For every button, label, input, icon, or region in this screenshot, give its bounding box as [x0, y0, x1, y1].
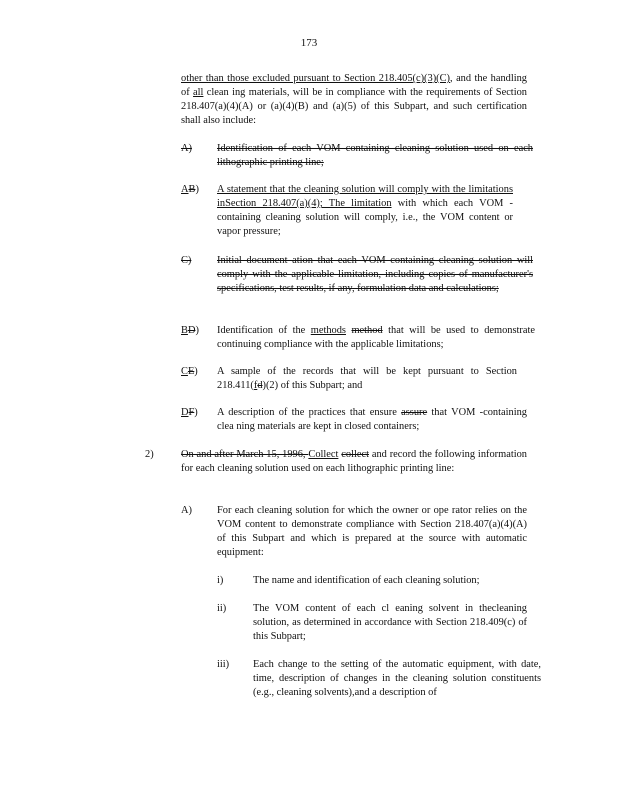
item-ce-label-deleted: E — [187, 366, 195, 377]
item-df-t1: A description of the practices that ensure — [217, 407, 402, 418]
item-ab-inserted: A statement that the cleaning solution will comply with the limitations inSection 218.407(a)(4); The limitation — [217, 184, 513, 209]
roman-ii-text: The VOM content of each cl eaning solvent in thecleaning solution, as determined in accordance with Section 218.409(c) of this Subpart; — [253, 603, 527, 642]
item-c-deleted-text: Initial document ation that each VOM containing cleaning solution will comply with the applicable limitation, including copies of manufacturer's specifications, test results, if any, formulation data and calculations; — [217, 255, 533, 294]
item-a-label: A) — [181, 143, 192, 154]
item-ab-label-inserted: A — [181, 184, 189, 195]
item-ce-label — [181, 365, 198, 379]
item-a-deleted-text: Identification of each VOM containing cleaning solution used on each lithographic printing line; — [217, 143, 533, 168]
item-ab-rest: with which each VOM -containing cleaning solution will comply, i.e., the VOM content or vapor pressure; — [217, 198, 513, 237]
section-2-text — [181, 448, 527, 476]
intro-text-rest: clean ing materials, will be in compliance with the requirements of Section 218.407(a)(4)(A) or (a)(4)(B) and (a)(5) of this Subpart, and such certification shall also include: — [181, 87, 527, 126]
item-bd-label-deleted: D — [187, 325, 196, 336]
item-c-label: C) — [181, 255, 192, 266]
section-2-label: 2) — [145, 449, 154, 460]
item-bd-label-inserted: B — [181, 325, 188, 336]
item-bd-text — [217, 324, 535, 352]
intro-inserted-all: all — [193, 87, 204, 98]
item-ab-label-end: ) — [195, 184, 199, 195]
section-2-deleted-date: On and after March 15, 1996, — [181, 449, 309, 460]
roman-ii-label: ii) — [217, 603, 227, 614]
section-2-rest: and record the following information for each cleaning solution used on each lithographic printing line: — [181, 449, 527, 474]
item-ce-text — [217, 365, 517, 393]
intro-paragraph — [181, 72, 527, 128]
item-ce-inserted: f — [253, 380, 258, 391]
roman-i-text: The name and identification of each cleaning solution; — [253, 575, 480, 586]
roman-iii-label: iii) — [217, 659, 230, 670]
section-2-deleted: collect — [341, 449, 369, 460]
sub-a-text: For each cleaning solution for which the owner or ope rator relies on the VOM content to demonstrate compliance with Section 218.407(a)(4)(A) of this Subpart and which is prepared at the source with automatic equipment: — [217, 505, 527, 558]
intro-inserted-text: other than those excluded pursuant to Section 218.405(c)(3)(C) — [181, 73, 451, 84]
item-bd-label-end: ) — [195, 325, 199, 336]
item-ab-label-deleted: B — [188, 184, 196, 195]
page-number: 173 — [300, 37, 318, 49]
item-ab-text — [217, 183, 513, 239]
item-bd-rest: that will be used to demonstrate continuing compliance with the applicable limitations; — [217, 325, 535, 350]
item-ce-t1: A sample of the records that will be kept pursuant to Section 218.411( — [217, 366, 517, 391]
item-ce-deleted: d — [257, 380, 263, 391]
item-bd-t1: Identification of the — [217, 325, 311, 336]
item-ce-label-inserted: C — [181, 366, 188, 377]
item-bd-label — [181, 324, 199, 338]
item-bd-inserted: methods — [310, 325, 346, 336]
intro-text: , and the handling of — [181, 73, 527, 98]
item-df-label-end: ) — [194, 407, 198, 418]
item-df-label-deleted: F — [188, 407, 195, 418]
item-ab-label — [181, 183, 199, 197]
roman-i-label: i) — [217, 575, 224, 586]
item-df-text — [217, 406, 527, 434]
item-ce-rest: )(2) of this Subpart; and — [262, 380, 363, 391]
item-df-rest: that VOM -containing clea ning materials are kept in closed containers; — [217, 407, 527, 432]
item-df-deleted: assure — [401, 407, 428, 418]
item-ce-label-end: ) — [194, 366, 198, 377]
sub-a-label: A) — [181, 505, 192, 516]
item-bd-deleted: method — [351, 325, 383, 336]
section-2-inserted: Collect — [308, 449, 339, 460]
item-df-label-inserted: D — [181, 407, 189, 418]
item-df-label — [181, 406, 198, 420]
roman-iii-text: Each change to the setting of the automatic equipment, with date, time, description of changes in the cleaning solution constituents (e.g., cleaning solvents),and a description of — [253, 659, 541, 698]
